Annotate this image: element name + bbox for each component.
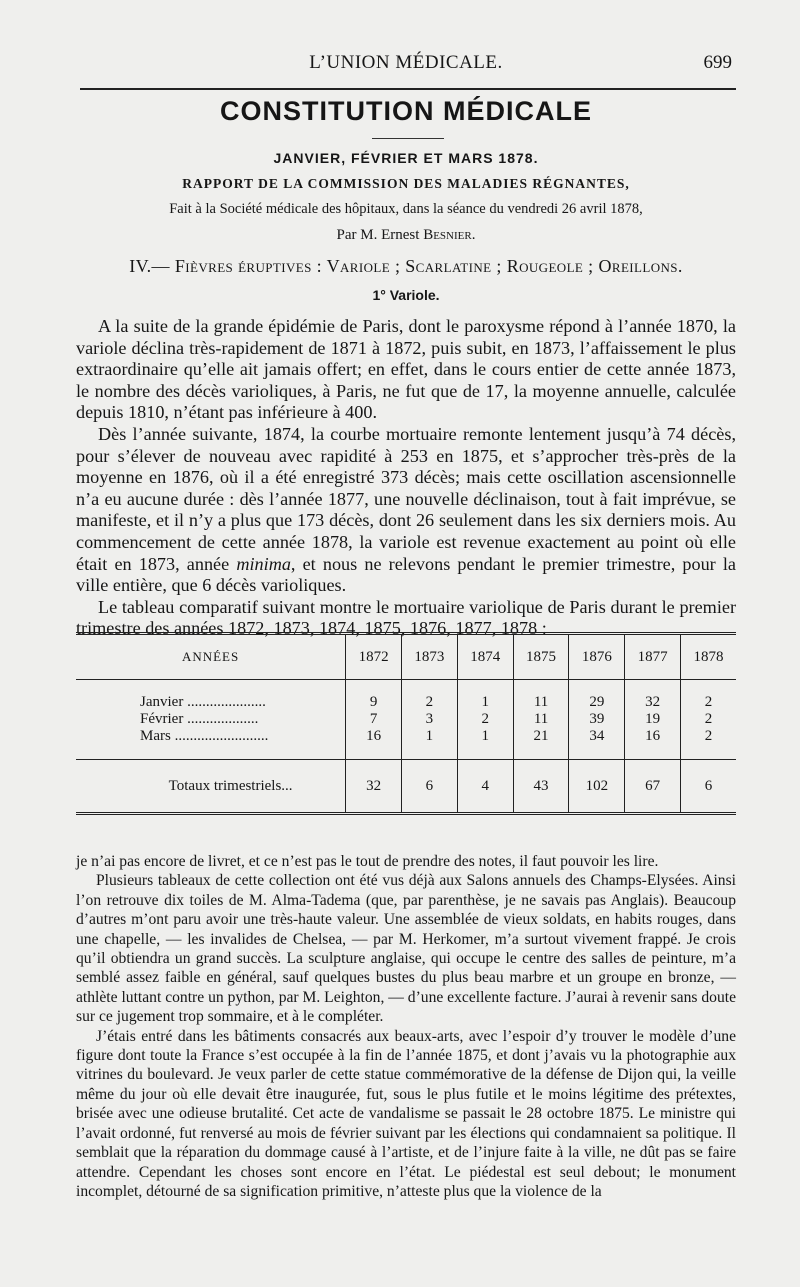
- paragraph-text: Dès l’année suivante, 1874, la courbe mortuaire remonte lentement jusqu’à 74 décès, pour s’élever de nouveau avec rapidité à 253 en 1875, et s’approcher très-près de la moyenne en 1876, où il a été enregistré 373 décès; mais cette oscillation ascensionnelle n’a eu aucune durée : dès l’année 1877, une nouvelle déclinaison, tout à fait imprévue, se manifeste, et il n’y a plus que 173 décès, dont 26 seulement dans les six derniers mois. Au commencement de cette année 1878, la variole est revenue exactement au point où elle était en 1873, année: [76, 423, 736, 574]
- report-dates: JANVIER, FÉVRIER ET MARS 1878.: [273, 150, 539, 166]
- paragraph: A la suite de la grande épidémie de Paris, dont le paroxysme répond à l’année 1870, la variole déclina très-rapidement de 1871 à 1872, puis subit, en 1873, l’affaissement le plus extraordinaire qu’elle ait jamais offert; en effet, dans le cours entier de cette année 1873, le nombre des décès varioliques, à Paris, ne fut que de 17, la moyenne annuelle, calculée depuis 1810, n’étant pas inférieure à 400.: [76, 316, 736, 423]
- running-head: [76, 52, 736, 76]
- report-title: RAPPORT DE LA COMMISSION DES MALADIES RÉGNANTES,: [182, 176, 630, 191]
- page-number: 699: [703, 52, 732, 73]
- table-cell: 21: [533, 728, 549, 744]
- section-title: CONSTITUTION MÉDICALE: [220, 96, 592, 126]
- total-cell: 67: [625, 760, 681, 814]
- table-cell: 2: [425, 694, 434, 710]
- total-cell: 32: [346, 760, 402, 814]
- table-cell: 32: [645, 694, 661, 710]
- author-name: Besnier.: [423, 227, 476, 243]
- chapter-heading: IV.— Fièvres éruptives : Variole ; Scarlatine ; Rougeole ; Oreillons.: [129, 256, 683, 276]
- total-cell: 6: [402, 760, 458, 814]
- year-column-cells: [402, 680, 458, 760]
- column-header: ANNÉES: [76, 634, 346, 680]
- column-header: 1875: [513, 634, 569, 680]
- data-table: [76, 632, 736, 815]
- table-cell: 11: [533, 711, 549, 727]
- column-header: 1876: [569, 634, 625, 680]
- table-cell: 39: [589, 711, 605, 727]
- column-header: 1872: [346, 634, 402, 680]
- year-column-cells: [625, 680, 681, 760]
- paragraph: je n’ai pas encore de livret, et ce n’est pas le tout de prendre des notes, il faut pouvoir les lire.: [76, 853, 659, 870]
- author-prefix: Par M. Ernest: [336, 227, 424, 243]
- table-cell: 29: [589, 694, 605, 710]
- paragraph-text: , et nous ne relevons pendant le premier trimestre, pour la ville entière, que 6 décès varioliques.: [76, 553, 736, 596]
- table-cell: 16: [366, 728, 382, 744]
- year-column-cells: [346, 680, 402, 760]
- subsection-heading: 1° Variole.: [372, 287, 440, 303]
- paragraph: Le tableau comparatif suivant montre le mortuaire variolique de Paris durant le premier trimestre des années 1872, 1873, 1874, 1875, 1876, 1877, 1878 :: [76, 596, 736, 639]
- table-cell: 1: [481, 728, 489, 744]
- paragraph: Plusieurs tableaux de cette collection ont été vus déjà aux Salons annuels des Champs-Elysées. Ainsi l’on retrouve dix toiles de M. Alma-Tadema (que, par parenthèse, je ne savais pas Anglais). Beaucoup d’autres m’ont paru avoir une très-haute valeur. Une assemblée de vieux soldats, en habits rouges, dans une chapelle, — les invalides de Chelsea, — par M. Herkomer, m’a surtout vivement frappé. Je crois qu’il obtiendra un grand succès. La sculpture anglaise, qui occupe le centre des salles de peinture, m’a semblé assez faible en général, sauf quelques bustes du plus beau marbre et un groupe en bronze, — athlète luttant contre un python, par M. Leighton, — d’une excellente facture. J’aurai à revenir sans doute sur ce jugement trop sommaire, et à le compléter.: [76, 872, 736, 1026]
- journal-title: L’UNION MÉDICALE.: [309, 52, 503, 73]
- header-rule: [80, 88, 736, 90]
- table-row: [76, 680, 736, 760]
- report-author: [76, 227, 736, 244]
- year-column-cells: [457, 680, 513, 760]
- paragraph: [76, 424, 736, 597]
- table-cell: 2: [704, 694, 713, 710]
- total-cell: 4: [457, 760, 513, 814]
- table-cell: 3: [425, 711, 434, 727]
- month-labels: [76, 680, 346, 760]
- year-column-cells: [681, 680, 736, 760]
- column-header: 1877: [625, 634, 681, 680]
- totals-row: [76, 760, 736, 814]
- table-cell: 16: [645, 728, 661, 744]
- table-cell: 11: [533, 694, 549, 710]
- report-subtitle: Fait à la Société médicale des hôpitaux, dans la séance du vendredi 26 avril 1878,: [169, 201, 643, 217]
- article-body: [76, 316, 736, 640]
- paragraph: J’étais entré dans les bâtiments consacrés aux beaux-arts, avec l’espoir d’y trouver le modèle d’une figure dont toute la France s’est occupée à la fin de l’année 1875, et dont j’avais vu la photographie aux vitrines du boulevard. Je veux parler de cette statue commémorative de la défense de Dijon qui, la veille même du jour où elle devait être inaugurée, fut, sous le plus futile et le moins légitime des prétextes, brisée avec une odieuse brutalité. Cet acte de vandalisme se passait le 28 octobre 1875. Le ministre qui l’avait ordonné, fut renversé au mois de février suivant par les élections qui condamnaient sa politique. Il semblait que la réparation du dommage causé à l’artiste, et de l’injure faite à la ville, ne dût pas se faire attendre. Cependant les choses sont encore en l’état. Le piédestal est seul debout; le monument incomplet, détourné de sa signification primitive, n’atteste plus que la violence de la: [76, 1027, 736, 1200]
- table-header-row: [76, 634, 736, 680]
- year-column-cells: [513, 680, 569, 760]
- table-cell: 2: [704, 711, 713, 727]
- feuilleton-body: [76, 852, 736, 1201]
- row-label: Mars .........................: [140, 728, 269, 744]
- italic-term: minima: [236, 553, 291, 574]
- total-cell: 102: [569, 760, 625, 814]
- table-cell: 19: [645, 711, 661, 727]
- title-rule: [372, 138, 444, 139]
- table-cell: 1: [481, 694, 489, 710]
- column-header: 1873: [402, 634, 458, 680]
- row-label: Janvier .....................: [140, 694, 266, 710]
- total-cell: 43: [513, 760, 569, 814]
- table-cell: 2: [704, 728, 713, 744]
- row-label: Février ...................: [140, 711, 259, 727]
- total-cell: 6: [681, 760, 736, 814]
- table-cell: 1: [425, 728, 434, 744]
- column-header: 1874: [457, 634, 513, 680]
- totals-label: Totaux trimestriels...: [76, 760, 346, 814]
- table-cell: 7: [369, 711, 378, 727]
- mortality-table: [76, 632, 736, 832]
- table-cell: 2: [481, 711, 489, 727]
- table-cell: 34: [589, 728, 605, 744]
- table-cell: 9: [369, 694, 378, 710]
- column-header: 1878: [681, 634, 736, 680]
- year-column-cells: [569, 680, 625, 760]
